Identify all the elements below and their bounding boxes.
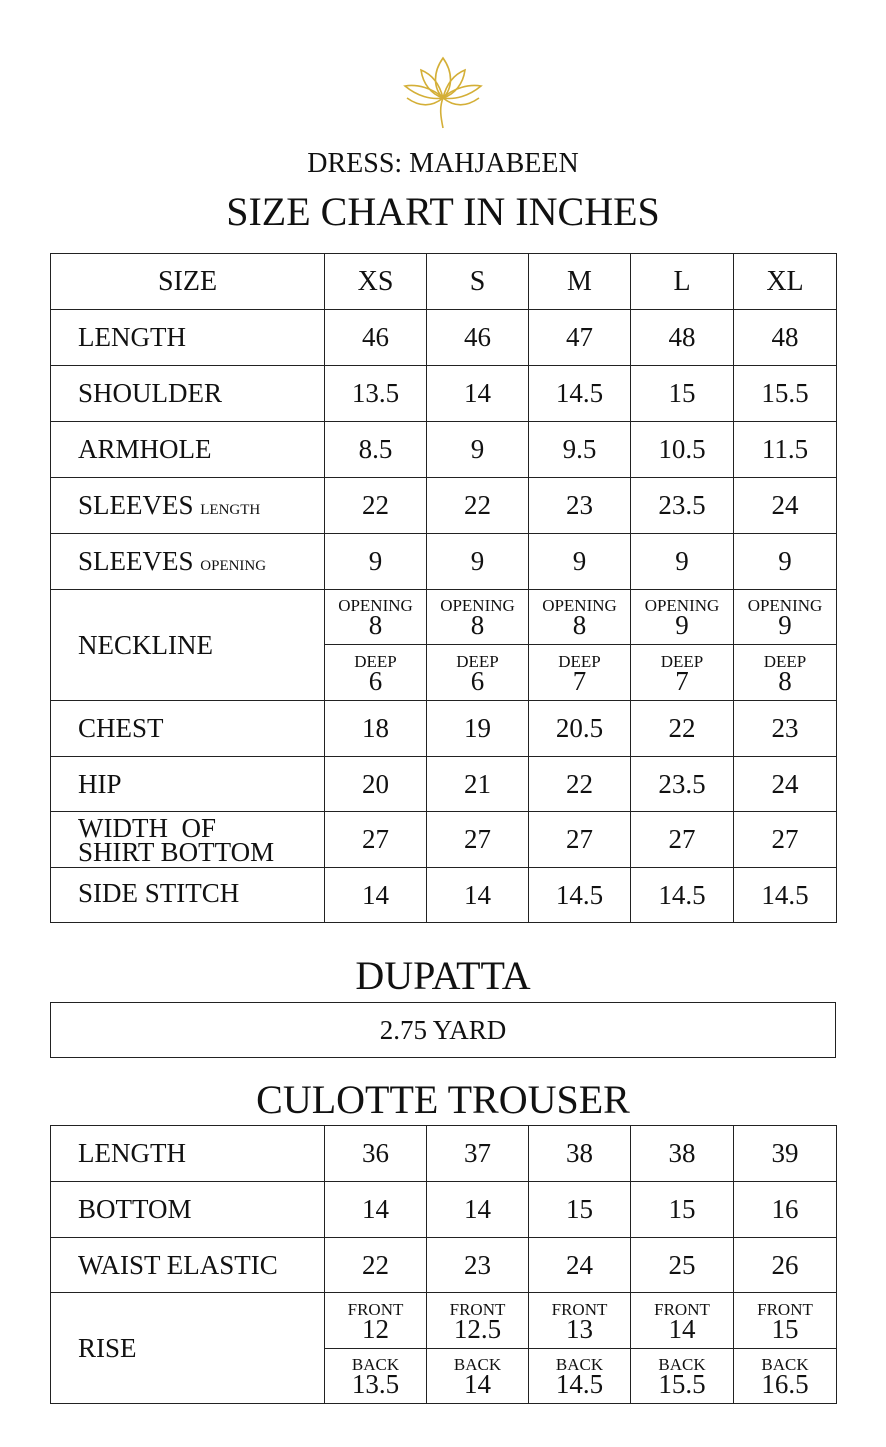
table-cell: 9 bbox=[631, 534, 734, 590]
sub-label: OPENING bbox=[644, 596, 720, 615]
table-cell: 9 bbox=[427, 422, 529, 478]
table-row bbox=[51, 366, 837, 422]
table-cell: 24 bbox=[734, 478, 837, 534]
sub-value: 14 bbox=[464, 1369, 491, 1399]
table-row bbox=[51, 1293, 837, 1349]
sub-label: DEEP bbox=[558, 651, 601, 671]
table-cell: 38 bbox=[631, 1126, 734, 1182]
table-cell: 27 bbox=[529, 812, 631, 868]
table-cell: 8.5 bbox=[325, 422, 427, 478]
sub-label: OPENING bbox=[440, 596, 515, 615]
table-cell bbox=[734, 1349, 837, 1404]
sub-label: OPENING bbox=[338, 596, 413, 615]
row-label: LENGTH bbox=[51, 1126, 325, 1182]
table-row bbox=[51, 1003, 836, 1058]
sub-value: 15.5 bbox=[658, 1369, 706, 1399]
table-cell bbox=[734, 590, 837, 645]
table-cell: 13.5 bbox=[325, 366, 427, 422]
size-table bbox=[50, 253, 837, 923]
sub-value: 8 bbox=[470, 610, 485, 640]
sub-label: DEEP bbox=[660, 651, 704, 671]
table-cell bbox=[529, 590, 631, 645]
table-row bbox=[51, 812, 837, 868]
table-cell bbox=[529, 1349, 631, 1404]
table-cell: 9 bbox=[734, 534, 837, 590]
sub-label: FRONT bbox=[757, 1299, 813, 1319]
sub-value: 7 bbox=[572, 665, 587, 696]
row-label: WAIST ELASTIC bbox=[51, 1238, 325, 1293]
row-label-main: SLEEVES bbox=[78, 490, 194, 520]
sub-value: 16.5 bbox=[761, 1369, 809, 1399]
table-cell: 18 bbox=[325, 701, 427, 757]
table-cell bbox=[631, 645, 734, 701]
row-label-main: SLEEVES bbox=[78, 546, 194, 576]
table-cell bbox=[631, 1293, 734, 1349]
table-cell: 15 bbox=[529, 1182, 631, 1238]
table-cell: 23 bbox=[734, 701, 837, 757]
sub-value: 7 bbox=[675, 665, 689, 696]
table-cell: 20 bbox=[325, 757, 427, 812]
dupatta-value: 2.75 YARD bbox=[51, 1003, 836, 1058]
sub-value: 15 bbox=[771, 1313, 799, 1344]
table-cell: 15 bbox=[631, 1182, 734, 1238]
sub-label: DEEP bbox=[456, 651, 499, 671]
table-cell: 38 bbox=[529, 1126, 631, 1182]
table-row bbox=[51, 1238, 837, 1293]
table-cell: 9.5 bbox=[529, 422, 631, 478]
table-cell: 27 bbox=[427, 812, 529, 868]
table-row bbox=[51, 868, 837, 923]
size-header-cell: M bbox=[529, 254, 631, 310]
table-cell: 27 bbox=[325, 812, 427, 868]
sub-label: FRONT bbox=[347, 1299, 404, 1319]
row-label: SHOULDER bbox=[51, 366, 325, 422]
size-header-cell: S bbox=[427, 254, 529, 310]
table-cell bbox=[631, 590, 734, 645]
trouser-title: CULOTTE TROUSER bbox=[256, 1077, 630, 1122]
table-cell: 46 bbox=[325, 310, 427, 366]
table-cell: 14 bbox=[325, 868, 427, 923]
table-cell: 23.5 bbox=[631, 757, 734, 812]
row-label bbox=[51, 534, 325, 590]
table-row bbox=[51, 1126, 837, 1182]
table-cell: 15.5 bbox=[734, 366, 837, 422]
row-label: HIP bbox=[51, 757, 325, 812]
table-cell: 39 bbox=[734, 1126, 837, 1182]
table-cell: 21 bbox=[427, 757, 529, 812]
table-cell: 24 bbox=[734, 757, 837, 812]
sub-label: BACK bbox=[351, 1355, 400, 1374]
table-cell bbox=[529, 645, 631, 701]
row-label: BOTTOM bbox=[51, 1182, 325, 1238]
sub-value: 14 bbox=[668, 1313, 696, 1344]
table-cell: 19 bbox=[427, 701, 529, 757]
table-row bbox=[51, 534, 837, 590]
table-cell: 20.5 bbox=[529, 701, 631, 757]
table-cell: 48 bbox=[631, 310, 734, 366]
size-header-row bbox=[51, 254, 837, 310]
table-cell: 11.5 bbox=[734, 422, 837, 478]
table-cell: 14 bbox=[427, 868, 529, 923]
table-cell: 47 bbox=[529, 310, 631, 366]
table-cell: 48 bbox=[734, 310, 837, 366]
sub-value: 13 bbox=[566, 1313, 593, 1344]
sub-label: OPENING bbox=[542, 596, 617, 615]
sub-label: DEEP bbox=[763, 651, 807, 671]
sub-label: BACK bbox=[453, 1355, 502, 1374]
row-label: SIDE STITCH bbox=[51, 868, 325, 923]
table-cell: 14.5 bbox=[529, 366, 631, 422]
table-cell: 16 bbox=[734, 1182, 837, 1238]
table-cell bbox=[631, 1349, 734, 1404]
row-label: ARMHOLE bbox=[51, 422, 325, 478]
table-cell: 9 bbox=[529, 534, 631, 590]
table-cell: 14.5 bbox=[631, 868, 734, 923]
table-cell: 26 bbox=[734, 1238, 837, 1293]
dupatta-title: DUPATTA bbox=[355, 953, 531, 998]
table-cell bbox=[427, 590, 529, 645]
table-cell: 14 bbox=[427, 366, 529, 422]
table-cell: 9 bbox=[325, 534, 427, 590]
table-row bbox=[51, 422, 837, 478]
sub-value: 14.5 bbox=[555, 1369, 604, 1399]
sub-label: FRONT bbox=[551, 1299, 608, 1319]
table-cell: 23 bbox=[427, 1238, 529, 1293]
table-cell: 36 bbox=[325, 1126, 427, 1182]
table-row bbox=[51, 478, 837, 534]
table-cell: 14 bbox=[325, 1182, 427, 1238]
trouser-table bbox=[50, 1125, 837, 1404]
lotus-logo-icon bbox=[403, 50, 483, 130]
sub-value: 9 bbox=[675, 610, 689, 640]
page-title: SIZE CHART IN INCHES bbox=[226, 189, 660, 234]
table-cell: 22 bbox=[325, 478, 427, 534]
row-label bbox=[51, 812, 325, 868]
table-cell: 14 bbox=[427, 1182, 529, 1238]
sub-label: BACK bbox=[761, 1355, 809, 1374]
table-cell bbox=[529, 1293, 631, 1349]
sub-label: BACK bbox=[555, 1355, 604, 1374]
table-cell bbox=[427, 1349, 529, 1404]
table-cell: 23.5 bbox=[631, 478, 734, 534]
table-cell: 22 bbox=[325, 1238, 427, 1293]
table-cell: 22 bbox=[631, 701, 734, 757]
table-cell: 25 bbox=[631, 1238, 734, 1293]
sub-value: 8 bbox=[368, 610, 383, 640]
table-cell bbox=[325, 1349, 427, 1404]
table-cell bbox=[325, 645, 427, 701]
sub-value: 6 bbox=[368, 665, 383, 696]
row-label-line: SHIRT BOTTOM bbox=[78, 836, 275, 867]
sub-label: BACK bbox=[658, 1355, 706, 1374]
table-cell: 23 bbox=[529, 478, 631, 534]
sub-value: 8 bbox=[572, 610, 587, 640]
table-cell bbox=[427, 645, 529, 701]
sub-value: 9 bbox=[778, 610, 792, 640]
table-cell bbox=[734, 645, 837, 701]
row-label bbox=[51, 478, 325, 534]
table-cell: 27 bbox=[734, 812, 837, 868]
sub-value: 6 bbox=[470, 665, 485, 696]
table-cell: 22 bbox=[529, 757, 631, 812]
row-label-suffix: LENGTH bbox=[200, 502, 261, 518]
row-label: RISE bbox=[51, 1293, 325, 1404]
table-row bbox=[51, 757, 837, 812]
table-row bbox=[51, 310, 837, 366]
table-cell bbox=[427, 1293, 529, 1349]
row-label-line: WIDTH OF bbox=[78, 812, 216, 843]
table-row bbox=[51, 1182, 837, 1238]
sub-value: 12 bbox=[362, 1313, 389, 1344]
table-cell bbox=[734, 1293, 837, 1349]
table-cell: 22 bbox=[427, 478, 529, 534]
table-cell: 27 bbox=[631, 812, 734, 868]
table-cell: 9 bbox=[427, 534, 529, 590]
table-cell: 10.5 bbox=[631, 422, 734, 478]
table-cell: 15 bbox=[631, 366, 734, 422]
sub-value: 8 bbox=[778, 665, 792, 696]
table-cell bbox=[325, 590, 427, 645]
size-header-cell: XS bbox=[325, 254, 427, 310]
table-cell: 14.5 bbox=[734, 868, 837, 923]
row-label-suffix: OPENING bbox=[200, 558, 267, 574]
table-cell: 14.5 bbox=[529, 868, 631, 923]
table-row bbox=[51, 590, 837, 645]
dupatta-table bbox=[50, 1002, 836, 1058]
size-header-cell: XL bbox=[734, 254, 837, 310]
sub-label: DEEP bbox=[354, 651, 397, 671]
dress-name: DRESS: MAHJABEEN bbox=[307, 148, 579, 179]
sub-value: 13.5 bbox=[351, 1369, 400, 1399]
size-header-cell: L bbox=[631, 254, 734, 310]
table-cell: 24 bbox=[529, 1238, 631, 1293]
sub-label: FRONT bbox=[654, 1299, 710, 1319]
size-header-label: SIZE bbox=[51, 254, 325, 310]
row-label: NECKLINE bbox=[51, 590, 325, 701]
sub-value: 12.5 bbox=[453, 1313, 502, 1344]
table-cell: 37 bbox=[427, 1126, 529, 1182]
table-row bbox=[51, 701, 837, 757]
row-label: LENGTH bbox=[51, 310, 325, 366]
table-cell: 46 bbox=[427, 310, 529, 366]
sub-label: OPENING bbox=[747, 596, 823, 615]
table-cell bbox=[325, 1293, 427, 1349]
row-label: CHEST bbox=[51, 701, 325, 757]
sub-label: FRONT bbox=[449, 1299, 506, 1319]
